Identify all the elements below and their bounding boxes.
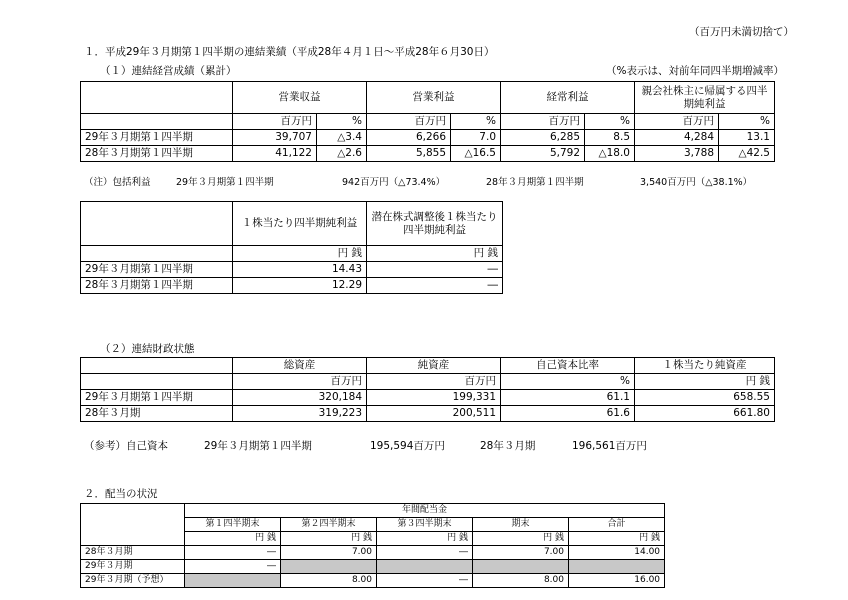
results-unit-label [81, 114, 233, 130]
cell: ― [185, 546, 281, 560]
table-row [81, 278, 503, 294]
dividend-header: 第２四半期末 [281, 518, 377, 532]
financial-header: 自己資本比率 [501, 358, 635, 374]
eps-table [80, 201, 503, 294]
results-unit: 百万円 [501, 114, 585, 130]
unit-note: （百万円未満切捨て） [689, 26, 794, 38]
dividend-header: 第３四半期末 [377, 518, 473, 532]
cell: 7.0 [451, 130, 501, 146]
cell: 14.43 [233, 262, 367, 278]
cell: 199,331 [367, 390, 501, 406]
cell [377, 560, 473, 574]
cell: ― [367, 278, 503, 294]
row-label: 29年３月期（予想） [81, 574, 185, 588]
row-label: 29年３月期 [81, 560, 185, 574]
cell: △2.6 [317, 146, 367, 162]
dividend-unit: 円 銭 [281, 532, 377, 546]
table-row [81, 262, 503, 278]
cell: △16.5 [451, 146, 501, 162]
cell [281, 560, 377, 574]
table-row [81, 146, 775, 162]
cell: 8.00 [281, 574, 377, 588]
cell: 13.1 [719, 130, 775, 146]
results-unit: % [719, 114, 775, 130]
sub2-title: （２）連結財政状態 [100, 343, 195, 355]
cell: 200,511 [367, 406, 501, 422]
dividend-unit: 円 銭 [473, 532, 569, 546]
dividend-unit: 円 銭 [377, 532, 473, 546]
cell: 5,792 [501, 146, 585, 162]
dividend-header: 第１四半期末 [185, 518, 281, 532]
table-row [81, 130, 775, 146]
cell: △18.0 [585, 146, 635, 162]
dividend-unit: 円 銭 [185, 532, 281, 546]
cell: 41,122 [233, 146, 317, 162]
reference-value2: 196,561百万円 [572, 440, 647, 452]
row-label: 28年３月期第１四半期 [81, 146, 233, 162]
cell: 319,223 [233, 406, 367, 422]
cell: 8.00 [473, 574, 569, 588]
dividend-header: 合計 [569, 518, 665, 532]
cell: 3,788 [635, 146, 719, 162]
table-row [81, 574, 665, 588]
cell: 6,266 [367, 130, 451, 146]
financial-unit: 百万円 [367, 374, 501, 390]
dividend-group-header: 年間配当金 [185, 504, 665, 518]
table-row [81, 560, 665, 574]
results-unit: 百万円 [635, 114, 719, 130]
sub1-title: （１）連結経営成績（累計） [100, 65, 237, 77]
cell [569, 560, 665, 574]
cell: 61.1 [501, 390, 635, 406]
cell: 658.55 [635, 390, 775, 406]
comprehensive-note-label: （注）包括利益 [84, 177, 151, 188]
cell: ― [367, 262, 503, 278]
row-label: 28年３月期 [81, 546, 185, 560]
results-table [80, 81, 775, 162]
financial-unit: % [501, 374, 635, 390]
reference-value1: 195,594百万円 [370, 440, 445, 452]
reference-period1: 29年３月期第１四半期 [204, 440, 312, 452]
results-header: 営業収益 [233, 82, 367, 114]
cell: △42.5 [719, 146, 775, 162]
reference-label: （参考）自己資本 [84, 440, 168, 452]
cell: 61.6 [501, 406, 635, 422]
results-unit: 百万円 [367, 114, 451, 130]
row-label: 28年３月期 [81, 406, 233, 422]
financial-header: 総資産 [233, 358, 367, 374]
dividend-header: 期末 [473, 518, 569, 532]
dividend-unit: 円 銭 [569, 532, 665, 546]
section1-title: １．平成29年３月期第１四半期の連結業績（平成28年４月１日～平成28年６月30日） [84, 46, 495, 58]
eps-corner-cell [81, 202, 233, 246]
financial-header: １株当たり純資産 [635, 358, 775, 374]
comprehensive-note-value2: 3,540百万円（△38.1%） [640, 177, 753, 188]
results-unit: % [585, 114, 635, 130]
cell: ― [377, 546, 473, 560]
cell: △3.4 [317, 130, 367, 146]
dividend-unit-label [81, 532, 185, 546]
sub1-note: （%表示は、対前年同四半期増減率） [606, 65, 784, 77]
comprehensive-note-period1: 29年３月期第１四半期 [176, 177, 274, 188]
row-label: 29年３月期第１四半期 [81, 262, 233, 278]
cell: 14.00 [569, 546, 665, 560]
eps-unit: 円 銭 [233, 246, 367, 262]
table-row [81, 406, 775, 422]
dividend-table [80, 503, 665, 588]
cell: 7.00 [473, 546, 569, 560]
row-label: 28年３月期第１四半期 [81, 278, 233, 294]
dividend-corner-cell [81, 504, 185, 518]
comprehensive-note-value1: 942百万円（△73.4%） [342, 177, 446, 188]
row-label: 29年３月期第１四半期 [81, 130, 233, 146]
results-header: 営業利益 [367, 82, 501, 114]
cell: ― [377, 574, 473, 588]
eps-unit: 円 銭 [367, 246, 503, 262]
eps-unit-label [81, 246, 233, 262]
results-corner-cell [81, 82, 233, 114]
row-label: 29年３月期第１四半期 [81, 390, 233, 406]
cell: 320,184 [233, 390, 367, 406]
table-row [81, 390, 775, 406]
financial-corner-cell [81, 358, 233, 374]
eps-header: 潜在株式調整後１株当たり四半期純利益 [367, 202, 503, 246]
financial-unit-label [81, 374, 233, 390]
results-unit: % [451, 114, 501, 130]
results-header: 経常利益 [501, 82, 635, 114]
cell: 7.00 [281, 546, 377, 560]
table-row [81, 546, 665, 560]
results-unit: % [317, 114, 367, 130]
reference-period2: 28年３月期 [480, 440, 536, 452]
cell: 39,707 [233, 130, 317, 146]
dividend-corner-cell [81, 518, 185, 532]
cell: 4,284 [635, 130, 719, 146]
cell: 661.80 [635, 406, 775, 422]
cell: 5,855 [367, 146, 451, 162]
financial-unit: 百万円 [233, 374, 367, 390]
results-unit: 百万円 [233, 114, 317, 130]
financial-header: 純資産 [367, 358, 501, 374]
cell: 8.5 [585, 130, 635, 146]
financial-table [80, 357, 775, 422]
cell: ― [185, 560, 281, 574]
cell [473, 560, 569, 574]
cell [185, 574, 281, 588]
cell: 12.29 [233, 278, 367, 294]
financial-unit: 円 銭 [635, 374, 775, 390]
section2-title: ２．配当の状況 [84, 488, 158, 500]
cell: 6,285 [501, 130, 585, 146]
results-header: 親会社株主に帰属する四半期純利益 [635, 82, 775, 114]
cell: 16.00 [569, 574, 665, 588]
comprehensive-note-period2: 28年３月期第１四半期 [486, 177, 584, 188]
eps-header: １株当たり四半期純利益 [233, 202, 367, 246]
